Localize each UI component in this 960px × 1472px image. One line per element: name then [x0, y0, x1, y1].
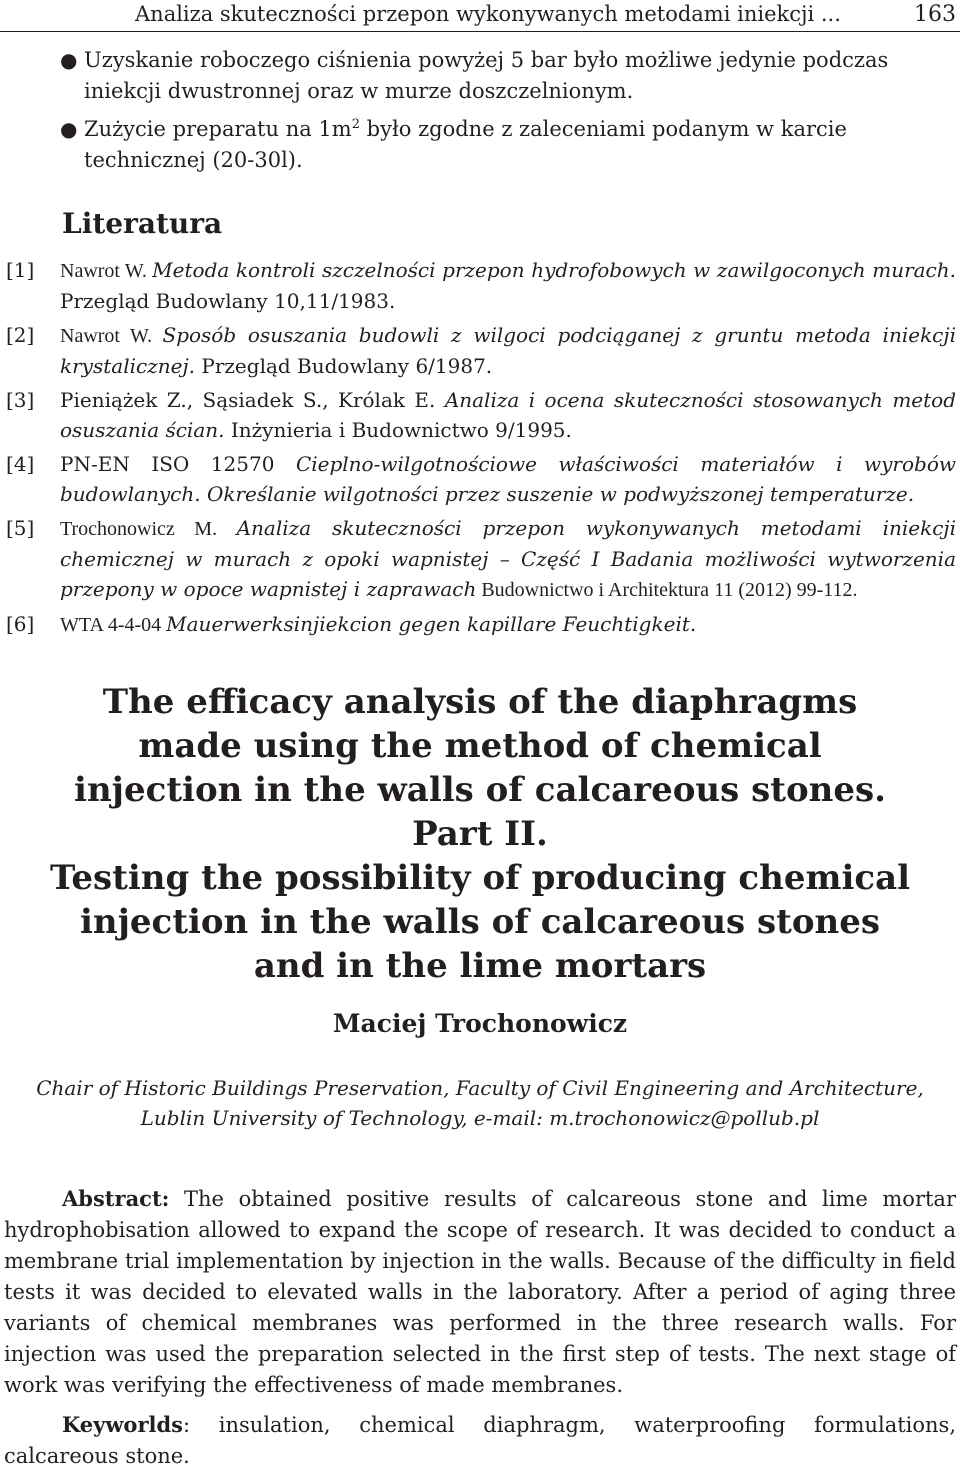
running-title: Analiza skuteczności przepon wykonywanych metodami iniekcji ... — [135, 2, 841, 26]
superscript: 2 — [351, 117, 360, 132]
title-line: made using the method of chemical — [138, 726, 822, 766]
reference-body: Trochonowicz M. Analiza skuteczności przepon wykonywanych metodami iniekcji chemicznej w murach z opoki wapnistej – Część I Badania możliwości wytworzenia przepony w opoce wapnistej i zaprawach Budownictwo i Architektura 11 (2012) 99-112. — [60, 516, 956, 601]
title-line: injection in the walls of calcareous stones. — [74, 770, 886, 810]
reference-body: PN-EN ISO 12570 Cieplno-wilgotnościowe właściwości materiałów i wyrobów budowlanych. Określanie wilgotności przez suszenie w podwyższonej temperaturze. — [60, 452, 956, 506]
title-line: Part II. — [412, 814, 548, 854]
reference-item — [6, 609, 956, 640]
bullet-dot-icon: ● — [60, 117, 78, 141]
keywords-label: Keyworlds — [62, 1412, 183, 1437]
bullet-text: Zużycie preparatu na $1m^2$ było zgodne z zaleceniami podanym w karcie technicznej (20-30l). — [84, 117, 847, 172]
reference-item — [6, 449, 956, 509]
title-line: Testing the possibility of producing chemical — [49, 858, 911, 898]
keywords — [4, 1409, 956, 1472]
keywords-text: : insulation, chemical diaphragm, waterproofing formulations, calcareous stone. — [4, 1413, 956, 1468]
reference-number: [4] — [6, 452, 35, 476]
reference-number: [2] — [6, 323, 35, 347]
literature-heading: Literatura — [62, 207, 223, 240]
abstract-text: The obtained positive results of calcareous stone and lime mortar hydrophobisation allowed to expand the scope of research. It was decided to conduct a membrane trial implementation by injection in the walls. Because of the difficulty in field tests it was decided to elevated walls in the laboratory. After a period of aging three variants of chemical membranes was performed in the three research walls. For injection was used the preparation selected in the first step of tests. The next stage of work was verifying the effectiveness of made membranes. — [4, 1187, 956, 1397]
affiliation-line: Chair of Historic Buildings Preservation, Faculty of Civil Engineering and Architecture, — [36, 1076, 924, 1100]
reference-item — [6, 320, 956, 381]
bullet-dot-icon: ● — [60, 48, 78, 72]
abstract — [4, 1183, 956, 1401]
bullet-item — [60, 45, 955, 107]
english-article-title — [40, 680, 920, 988]
reference-list — [6, 255, 956, 644]
reference-body: Nawrot W. Metoda kontroli szczelności przepon hydrofobowych w zawilgoconych murach. Przegląd Budowlany 10,11/1983. — [60, 258, 956, 313]
reference-number: [1] — [6, 258, 35, 282]
reference-body: WTA 4-4-04 Mauerwerksinjiekcion gegen kapillare Feuchtigkeit. — [60, 612, 697, 636]
reference-item — [6, 385, 956, 445]
title-line: injection in the walls of calcareous stones — [79, 902, 881, 942]
abstract-label: Abstract: — [62, 1186, 170, 1211]
reference-number: [6] — [6, 612, 35, 636]
title-line: and in the lime mortars — [253, 946, 707, 986]
reference-item — [6, 513, 956, 605]
reference-item — [6, 255, 956, 316]
page-number: 163 — [914, 2, 956, 27]
reference-body: Nawrot W. Sposób osuszania budowli z wilgoci podciąganej z gruntu metoda iniekcji krystalicznej. Przegląd Budowlany 6/1987. — [60, 323, 956, 378]
bullet-item — [60, 114, 955, 176]
reference-body: Pieniążek Z., Sąsiadek S., Królak E. Analiza i ocena skuteczności stosowanych metod osuszania ścian. Inżynieria i Budownictwo 9/1995. — [60, 388, 957, 442]
reference-number: [5] — [6, 516, 35, 540]
title-line: The efficacy analysis of the diaphragms — [102, 682, 858, 722]
reference-number: [3] — [6, 388, 35, 412]
bullet-text: Uzyskanie roboczego ciśnienia powyżej 5 bar było możliwe jedynie podczas iniekcji dwustronnej oraz w murze doszczelnionym. — [84, 48, 889, 103]
affiliation-line: Lublin University of Technology, e-mail: m.trochonowicz@pollub.pl — [140, 1106, 820, 1130]
conclusion-bullets — [60, 45, 955, 183]
author-name: Maciej Trochonowicz — [332, 1009, 628, 1038]
affiliation — [20, 1073, 940, 1133]
running-header — [0, 0, 960, 32]
